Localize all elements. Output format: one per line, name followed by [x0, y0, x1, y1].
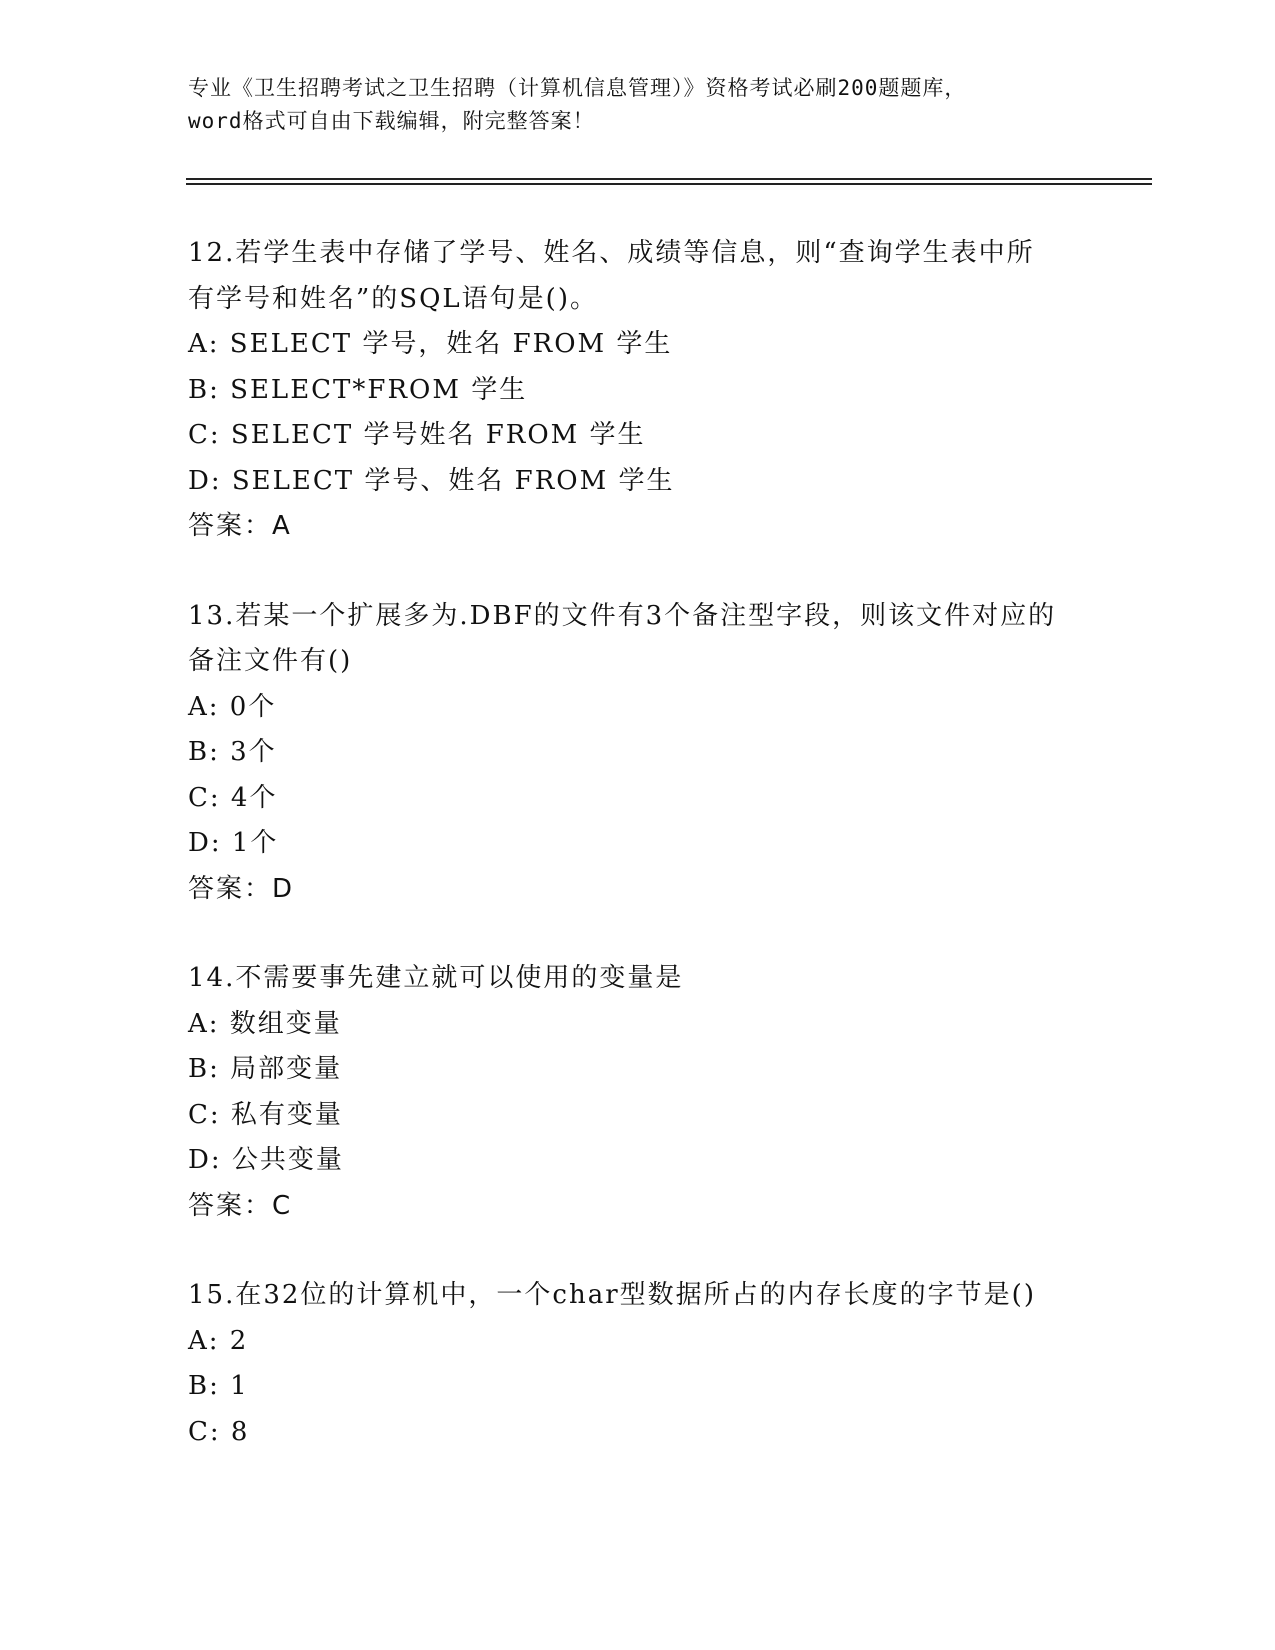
option-a: A: 0个 — [188, 691, 277, 722]
question-stem: 13.若某一个扩展多为.DBF的文件有3个备注型字段，则该文件对应的 — [188, 600, 1057, 631]
header-divider-top — [186, 178, 1152, 180]
option-a: A: SELECT 学号，姓名 FROM 学生 — [188, 329, 673, 359]
answer: 答案：D — [188, 873, 295, 904]
option-c: C: 私有变量 — [188, 1099, 343, 1130]
question-list — [188, 231, 1088, 1455]
option-b: B: 局部变量 — [188, 1054, 343, 1084]
question-stem-continued: 有学号和姓名”的SQL语句是()。 — [188, 283, 598, 314]
question-stem: 14.不需要事先建立就可以使用的变量是 — [188, 963, 684, 993]
option-b: B: 1 — [188, 1371, 249, 1401]
header-line-2: word格式可自由下载编辑，附完整答案！ — [188, 109, 595, 133]
option-d: D: 1个 — [188, 828, 279, 858]
answer: 答案：C — [188, 1190, 293, 1221]
option-c: C: SELECT 学号姓名 FROM 学生 — [188, 420, 646, 450]
option-b: B: SELECT*FROM 学生 — [188, 374, 528, 405]
question-14 — [188, 956, 1088, 1229]
option-a: A: 2 — [188, 1325, 249, 1356]
question-12 — [188, 231, 1088, 550]
document-header — [188, 72, 1068, 138]
option-c: C: 8 — [188, 1416, 250, 1447]
option-c: C: 4个 — [188, 782, 278, 813]
answer: 答案：A — [188, 511, 292, 541]
question-15 — [188, 1273, 1088, 1455]
question-13 — [188, 594, 1088, 913]
option-d: D: 公共变量 — [188, 1145, 344, 1175]
option-d: D: SELECT 学号、姓名 FROM 学生 — [188, 465, 675, 496]
question-stem: 15.在32位的计算机中，一个char型数据所占的内存长度的字节是() — [188, 1280, 1036, 1310]
question-stem: 12.若学生表中存储了学号、姓名、成绩等信息，则“查询学生表中所 — [188, 238, 1035, 268]
header-divider-bottom — [186, 183, 1152, 185]
option-a: A: 数组变量 — [188, 1008, 342, 1039]
header-line-1: 专业《卫生招聘考试之卫生招聘（计算机信息管理）》资格考试必刷200题题库， — [188, 76, 967, 100]
question-stem-continued: 备注文件有() — [188, 646, 353, 676]
option-b: B: 3个 — [188, 737, 277, 767]
